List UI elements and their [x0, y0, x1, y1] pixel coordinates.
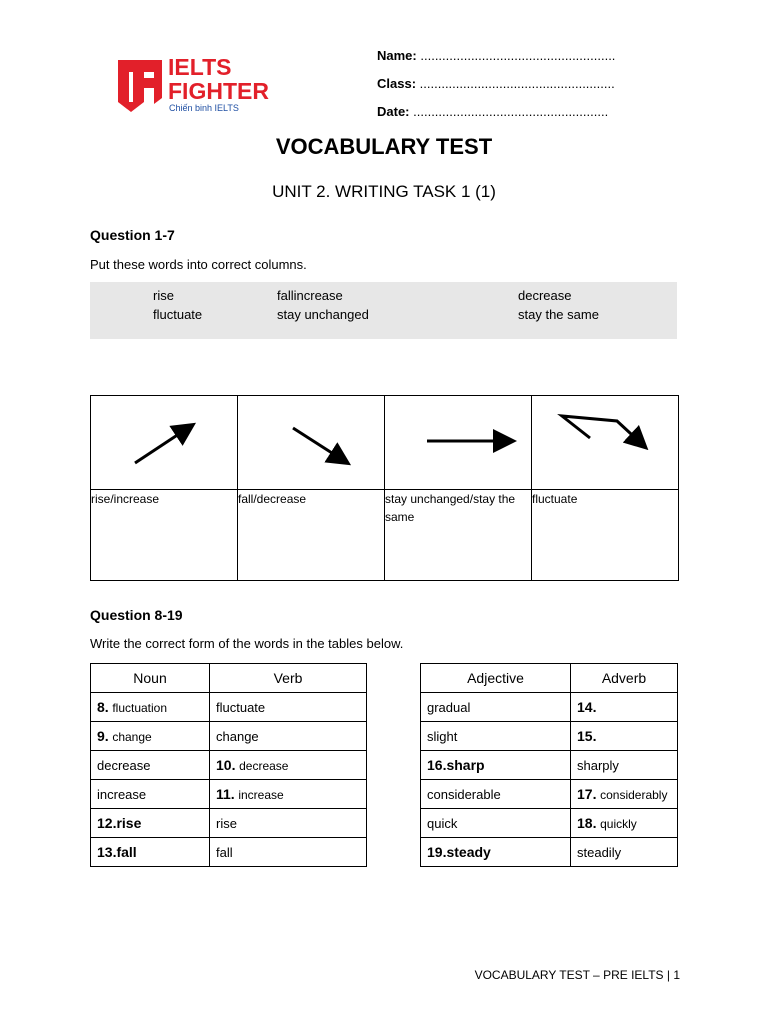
question-number: 16.sharp [427, 757, 485, 773]
question-1-7-heading: Question 1-7 [90, 227, 175, 243]
table-cell[interactable] [421, 809, 571, 838]
table-cell[interactable] [210, 693, 367, 722]
date-blank[interactable]: ...................................................... [413, 104, 609, 119]
table-cell[interactable] [571, 722, 678, 751]
name-blank[interactable]: ...................................................... [420, 48, 616, 63]
rising-arrow-icon [91, 396, 237, 486]
question-8-19-instruction: Write the correct form of the words in the tables below. [90, 636, 404, 651]
table-cell[interactable] [91, 722, 210, 751]
word-bank-item: stay the same [518, 307, 599, 322]
cell-word: increase [97, 786, 147, 802]
trend-arrow-table [90, 395, 679, 581]
logo-line2: FIGHTER [168, 78, 269, 104]
cell-word: change [112, 730, 152, 744]
table-cell[interactable] [210, 722, 367, 751]
table-cell[interactable] [571, 838, 678, 867]
cell-word: rise [216, 815, 237, 831]
table-cell[interactable] [571, 780, 678, 809]
table-cell[interactable] [421, 838, 571, 867]
cell-word: quick [427, 815, 458, 831]
cell-word: fluctuation [112, 701, 168, 715]
table-cell[interactable] [91, 751, 210, 780]
table-cell[interactable] [210, 809, 367, 838]
question-1-7-instruction: Put these words into correct columns. [90, 257, 307, 272]
answer-cell-fluctuate[interactable]: fluctuate [532, 490, 679, 581]
table-row [421, 838, 678, 867]
question-number: 17. [577, 786, 597, 802]
name-label: Name: [377, 48, 417, 63]
class-blank[interactable]: ...................................................... [419, 76, 615, 91]
flat-arrow-cell [385, 396, 532, 490]
logo-tagline: Chiến binh IELTS [169, 103, 239, 113]
logo-line1: IELTS [168, 54, 232, 80]
cell-word: decrease [97, 757, 151, 773]
word-bank-item: fluctuate [153, 307, 203, 322]
cell-word: change [216, 728, 259, 744]
word-bank [90, 282, 677, 339]
cell-word: sharply [577, 757, 619, 773]
fluctuating-arrow-icon [532, 396, 678, 486]
table-cell[interactable] [91, 780, 210, 809]
noun-verb-table [90, 663, 367, 867]
table-cell[interactable] [421, 751, 571, 780]
table-cell[interactable] [91, 838, 210, 867]
fall-arrow-cell [238, 396, 385, 490]
page-title: VOCABULARY TEST [275, 134, 493, 159]
class-field[interactable] [377, 76, 615, 91]
question-number: 19.steady [427, 844, 491, 860]
flat-arrow-icon [385, 396, 531, 486]
rise-arrow-cell [91, 396, 238, 490]
table-cell[interactable] [571, 809, 678, 838]
table-cell[interactable] [571, 751, 678, 780]
cell-word: slight [427, 728, 458, 744]
cell-word: considerable [427, 786, 501, 802]
question-number: 13.fall [97, 844, 137, 860]
word-bank-item: fallincrease [277, 288, 343, 303]
cell-word: fluctuate [216, 699, 266, 715]
cell-word: decrease [239, 759, 289, 773]
answer-cell-stay[interactable]: stay unchanged/stay the same [385, 490, 532, 581]
name-field[interactable] [377, 48, 615, 63]
table-row [91, 693, 367, 722]
cell-word: steadily [577, 844, 622, 860]
table-row [421, 722, 678, 751]
question-number: 18. [577, 815, 597, 831]
answer-cell-rise[interactable]: rise/increase [91, 490, 238, 581]
table-cell[interactable] [210, 780, 367, 809]
page-subtitle: UNIT 2. WRITING TASK 1 (1) [272, 182, 496, 201]
cell-word: gradual [427, 699, 471, 715]
question-number: 12.rise [97, 815, 142, 831]
question-number: 11. [216, 786, 235, 802]
class-label: Class: [377, 76, 417, 91]
question-8-19-heading: Question 8-19 [90, 607, 183, 623]
question-number: 10. [216, 757, 236, 773]
table-cell[interactable] [210, 838, 367, 867]
question-number: 9. [97, 728, 109, 744]
column-header-adjective: Adjective [421, 664, 571, 693]
cell-word: increase [238, 788, 284, 802]
answer-cell-fall[interactable]: fall/decrease [238, 490, 385, 581]
table-row [91, 722, 367, 751]
table-row [421, 693, 678, 722]
table-cell[interactable] [421, 780, 571, 809]
column-header-verb: Verb [210, 664, 367, 693]
adjective-adverb-table [420, 663, 678, 867]
table-cell[interactable] [421, 722, 571, 751]
question-number: 14. [577, 699, 597, 715]
table-row [421, 780, 678, 809]
cell-word: fall [216, 844, 233, 860]
falling-arrow-icon [238, 396, 384, 486]
date-field[interactable] [377, 104, 608, 119]
word-bank-item: rise [153, 288, 174, 303]
word-bank-item: decrease [518, 288, 572, 303]
table-row [91, 780, 367, 809]
word-bank-item: stay unchanged [277, 307, 369, 322]
table-row [91, 751, 367, 780]
column-header-noun: Noun [91, 664, 210, 693]
table-cell[interactable] [421, 693, 571, 722]
table-cell[interactable] [91, 809, 210, 838]
table-row [91, 809, 367, 838]
column-header-adverb: Adverb [571, 664, 678, 693]
cell-word: quickly [600, 817, 637, 831]
fluctuate-arrow-cell [532, 396, 679, 490]
table-row [91, 838, 367, 867]
question-number: 8. [97, 699, 109, 715]
page-footer: VOCABULARY TEST – PRE IELTS | 1 [474, 968, 680, 982]
table-row [421, 809, 678, 838]
question-number: 15. [577, 728, 597, 744]
table-cell[interactable] [91, 693, 210, 722]
table-cell[interactable] [571, 693, 678, 722]
table-row [421, 751, 678, 780]
table-cell[interactable] [210, 751, 367, 780]
cell-word: considerably [600, 788, 668, 802]
date-label: Date: [377, 104, 410, 119]
